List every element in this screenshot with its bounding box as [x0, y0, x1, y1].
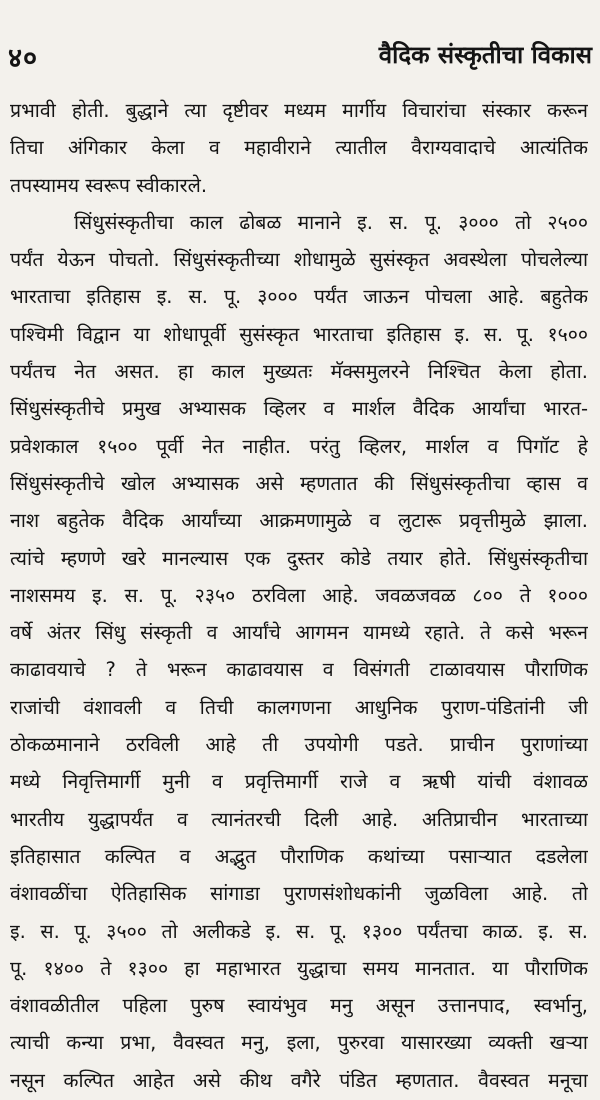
text-line: भारतीय युद्धापर्यंत व त्यानंतरची दिली आहे. अतिप्राचीन भारताच्या — [10, 807, 588, 831]
text-line: पर्यंत येऊन पोचतो. सिंधुसंस्कृतीच्या शोधामुळे सुसंस्कृत अवस्थेला पोचलेल्या — [10, 248, 588, 272]
text-line: सिंधुसंस्कृतीचे प्रमुख अभ्यासक व्हिलर व मार्शल वैदिक आर्यांचा भारत- — [10, 397, 588, 421]
text-line: काढावयाचे ? ते भरून काढावयास व विसंगती टाळावयास पौराणिक — [10, 658, 588, 682]
text-line: नाशसमय इ. स. पू. २३५० ठरविला आहे. जवळजवळ ८०० ते १००० — [10, 583, 588, 607]
text-line: तपस्यामय स्वरूप स्वीकारले. — [10, 173, 208, 197]
running-title: वैदिक संस्कृतीचा विकास — [378, 41, 592, 69]
text-line: नसून कल्पित आहेत असे कीथ वगैरे पंडित म्हणतात. वैवस्वत मनूचा — [10, 1068, 588, 1092]
text-line: इ. स. पू. ३५०० तो अलीकडे इ. स. पू. १३०० पर्यंतचा काळ. इ. स. — [10, 919, 588, 943]
text-line: पर्यंतच नेत असत. हा काल मुख्यतः मॅक्समुलरने निश्चित केला होता. — [10, 360, 588, 384]
text-line: भारताचा इतिहास इ. स. पू. ३००० पर्यंत जाऊन पोचला आहे. बहुतेक — [10, 285, 588, 309]
text-line: त्यांचे म्हणणे खरे मानल्यास एक दुस्तर कोडे तयार होते. सिंधुसंस्कृतीचा — [10, 546, 588, 570]
page-header — [8, 38, 592, 78]
body-text — [10, 92, 588, 1099]
text-line: तिचा अंगिकार केला व महावीराने त्यातील वैराग्यवादाचे आत्यंतिक — [10, 136, 588, 160]
text-line: राजांची वंशावली व तिची कालगणना आधुनिक पुराण-पंडितांनी जी — [10, 695, 588, 719]
text-line: प्रभावी होती. बुद्धाने त्या दृष्टीवर मध्यम मार्गीय विचारांचा संस्कार करून — [10, 99, 588, 122]
text-line: ठोकळमानाने ठरविली आहे ती उपयोगी पडते. प्राचीन पुराणांच्या — [10, 733, 588, 757]
text-line: नाश बहुतेक वैदिक आर्यांच्या आक्रमणामुळे व लुटारू प्रवृत्तीमुळे झाला. — [10, 509, 588, 533]
text-line: सिंधुसंस्कृतीचे खोल अभ्यासक असे म्हणतात की सिंधुसंस्कृतीचा व्हास व — [10, 471, 588, 495]
text-line: सिंधुसंस्कृतीचा काल ढोबळ मानाने इ. स. पू. ३००० तो २५०० — [74, 210, 588, 234]
text-line: इतिहासात कल्पित व अद्भुत पौराणिक कथांच्या पसाऱ्यात दडलेला — [10, 844, 588, 868]
text-line: वंशावळींचा ऐतिहासिक सांगाडा पुराणसंशोधकांनी जुळविला आहे. तो — [10, 882, 588, 906]
text-line: पू. १४०० ते १३०० हा महाभारत युद्धाचा समय मानतात. या पौराणिक — [10, 956, 588, 980]
text-line: वंशावळीतील पहिला पुरुष स्वायंभुव मनु असून उत्तानपाद, स्वर्भानु, — [10, 994, 588, 1018]
text-line: पश्चिमी विद्वान या शोधापूर्वी सुसंस्कृत भारताचा इतिहास इ. स. पू. १५०० — [10, 322, 588, 346]
text-line: प्रवेशकाल १५०० पूर्वी नेत नाहीत. परंतु व्हिलर, मार्शल व पिगॉट हे — [10, 434, 588, 458]
text-line: मध्ये निवृत्तिमार्गी मुनी व प्रवृत्तिमार्गी राजे व ऋषी यांची वंशावळ — [10, 770, 588, 794]
page-number: ४० — [8, 43, 39, 74]
text-line: वर्षे अंतर सिंधु संस्कृती व आर्यांचे आगमन यामध्ये रहाते. ते कसे भरून — [10, 621, 588, 645]
text-line: त्याची कन्या प्रभा, वैवस्वत मनु, इला, पुरुरवा यासारख्या व्यक्ती खऱ्या — [10, 1031, 588, 1055]
